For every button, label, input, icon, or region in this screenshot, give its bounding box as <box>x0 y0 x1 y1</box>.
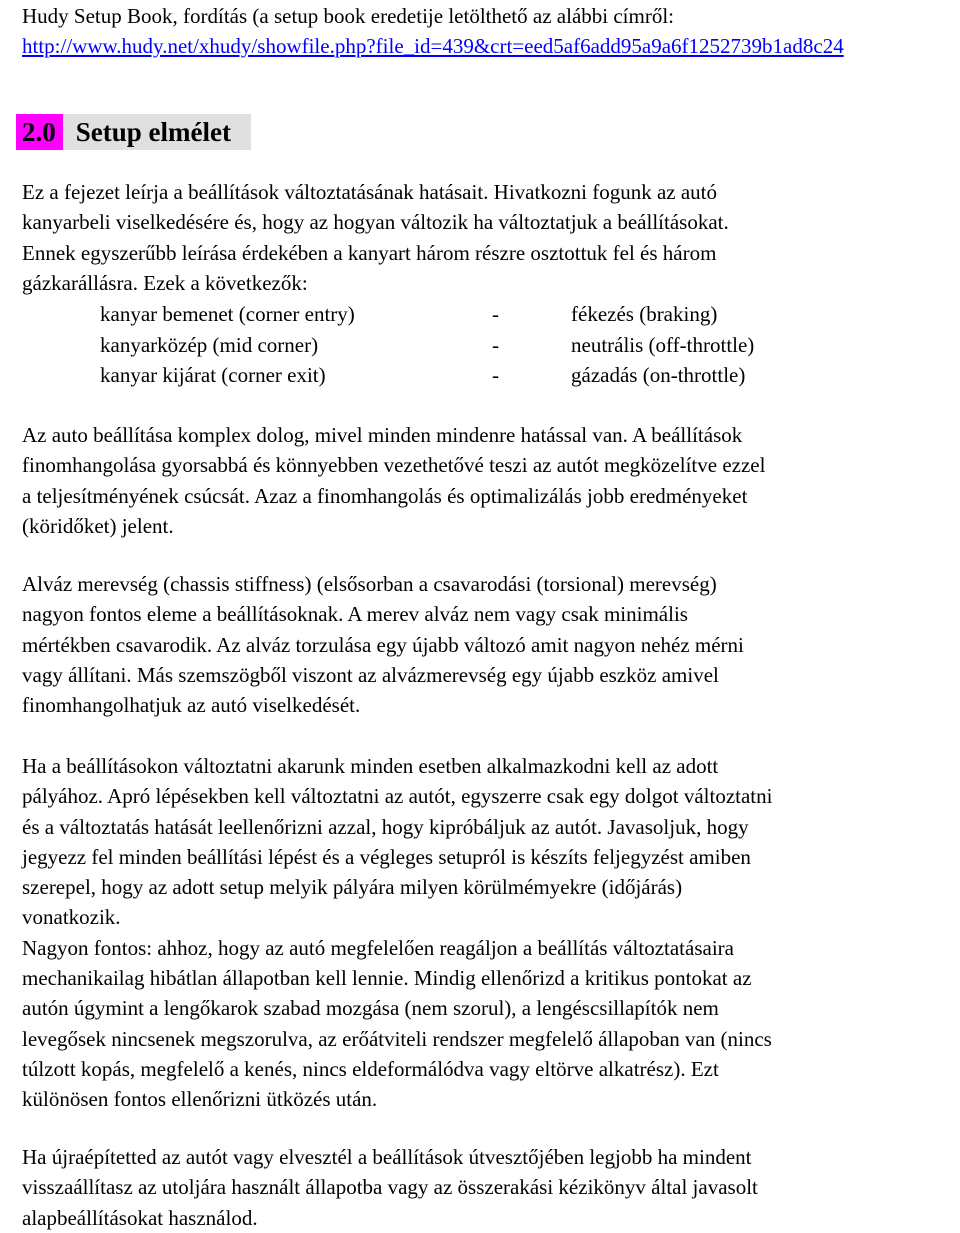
text-line: vagy állítani. Más szemszögből viszont az alvázmerevség egy újabb eszköz amivel <box>22 662 719 687</box>
text-line: a teljesítményének csúcsát. Azaz a finomhangolás és optimalizálás jobb eredményeket <box>22 483 748 508</box>
text-line: Alváz merevség (chassis stiffness) (elsősorban a csavarodási (torsional) merevség) <box>22 572 717 596</box>
text-line: finomhangolhatjuk az autó viselkedését. <box>22 693 361 718</box>
phase-cell: kanyarközép (mid corner) <box>100 332 319 357</box>
section-title: Setup elmélet <box>63 114 251 150</box>
text-line: jegyezz fel minden beállítási lépést és a végleges setupról is készíts feljegyzést amiben <box>22 844 751 869</box>
source-link[interactable]: http://www.hudy.net/xhudy/showfile.php?file_id=439&crt=eed5af6add95a9a6f1252739b1ad8c24 <box>22 34 844 58</box>
text-line: Ha a beállításokon változtatni akarunk minden esetben alkalmazkodni kell az adott <box>22 754 719 778</box>
paragraph-complexity <box>22 420 765 541</box>
text-line: és a változtatás hatását leellenőrizni azzal, hogy kipróbáljuk az autót. Javasoljuk, hogy <box>22 814 749 839</box>
phase-cell: kanyar bemenet (corner entry) <box>100 302 355 326</box>
intro-paragraph <box>22 177 729 298</box>
text-line: pályához. Apró lépésekben kell változtatni az autót, egyszerre csak egy dolgot változtatni <box>22 784 773 809</box>
text-line: autón úgymint a lengőkarok szabad mozgása (nem szorul), a lengéscsillapítók nem <box>22 996 719 1021</box>
text-line: finomhangolása gyorsabbá és könnyebben vezethetővé teszi az autót megközelítve ezzel <box>22 453 766 478</box>
phase-cell: kanyar kijárat (corner exit) <box>100 363 326 388</box>
text-line: levegősek nincsenek megszorulva, az erőátviteli rendszer megfelelő állapoban van (nincs <box>22 1026 772 1051</box>
text-line: különösen fontos ellenőrizni ütközés után. <box>22 1087 378 1112</box>
paragraph-rebuild <box>22 1142 758 1233</box>
action-cell: gázadás (on-throttle) <box>571 363 746 388</box>
text-line: alapbeállításokat használod. <box>22 1205 258 1230</box>
text-line: mértékben csavarodik. Az alváz torzulása egy újabb változó amit nagyon nehéz mérni <box>22 632 744 657</box>
section-heading <box>16 114 251 150</box>
paragraph-method <box>22 751 772 1115</box>
text-line: nagyon fontos eleme a beállításoknak. A merev alváz nem vagy csak minimális <box>22 602 688 627</box>
text-line: Nagyon fontos: ahhoz, hogy az autó megfelelően reagáljon a beállítás változtatásaira <box>22 935 734 960</box>
source-note: Hudy Setup Book, fordítás (a setup book eredetije letölthető az alábbi címről: <box>22 4 674 28</box>
text-line: mechanikailag hibátlan állapotban kell lennie. Mindig ellenőrizd a kritikus pontokat az <box>22 966 752 991</box>
corner-phases-table <box>100 299 754 391</box>
text-line: szerepel, hogy az adott setup melyik pályára milyen körülmémyekre (időjárás) <box>22 875 683 900</box>
text-line: Ha újraépítetted az autót vagy elvesztél a beállítások útvesztőjében legjobb ha mindent <box>22 1145 752 1169</box>
text-line: kanyarbeli viselkedésére és, hogy az hogyan változik ha változtatjuk a beállításokat. <box>22 210 729 235</box>
text-line: túlzott kopás, megfelelő a kenés, nincs eldeformálódva vagy eltörve alkatrész). Ezt <box>22 1056 719 1081</box>
text-line: Az auto beállítása komplex dolog, mivel minden mindenre hatással van. A beállítások <box>22 423 743 447</box>
text-line: Ez a fejezet leírja a beállítások változtatásának hatásait. Hivatkozni fogunk az autó <box>22 180 718 204</box>
dash-cell: - <box>492 332 499 357</box>
dash-cell: - <box>492 302 499 326</box>
text-line: (köridőket) jelent. <box>22 513 174 538</box>
paragraph-chassis <box>22 569 744 720</box>
action-cell: neutrális (off-throttle) <box>571 332 755 357</box>
text-line: gázkarállásra. Ezek a következők: <box>22 270 308 295</box>
dash-cell: - <box>492 363 499 388</box>
text-line: visszaállítasz az utoljára használt állapotba vagy az összerakási kézikönyv által javasolt <box>22 1175 758 1200</box>
section-number: 2.0 <box>16 114 63 150</box>
action-cell: fékezés (braking) <box>571 302 718 326</box>
table-row <box>100 360 754 391</box>
text-line: Ennek egyszerűbb leírása érdekében a kanyart három részre osztottuk fel és három <box>22 240 717 265</box>
table-row <box>100 299 754 330</box>
table-row <box>100 330 754 361</box>
text-line: vonatkozik. <box>22 905 121 930</box>
